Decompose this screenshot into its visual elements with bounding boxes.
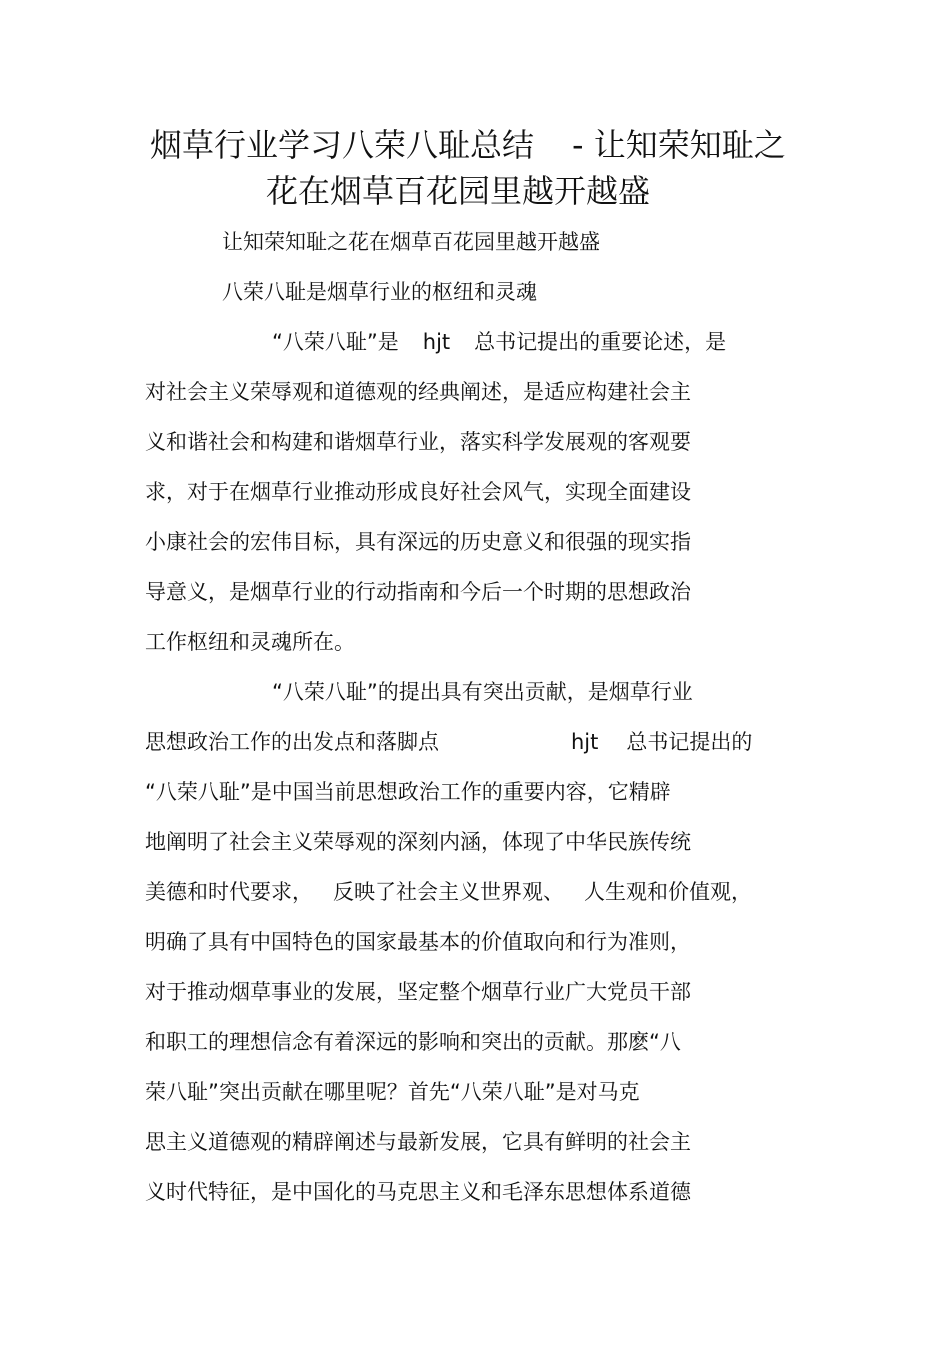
paragraph-2-line-11: 义时代特征，是中国化的马克思主义和毛泽东思想体系道德: [145, 1180, 691, 1204]
section-heading: 八荣八耻是烟草行业的枢纽和灵魂: [222, 280, 537, 304]
subtitle: 让知荣知耻之花在烟草百花园里越开越盛: [222, 230, 600, 254]
paragraph-2-line-10: 思主义道德观的精辟阐述与最新发展，它具有鲜明的社会主: [145, 1130, 691, 1154]
paragraph-2-line-1: “八荣八耻”的提出具有突出贡献，是烟草行业: [272, 680, 693, 704]
p1-text-a: “八荣八耻”是: [272, 330, 399, 354]
paragraph-2-line-5: [145, 877, 752, 907]
p2-text-e: 反映了社会主义世界观、: [333, 880, 564, 904]
paragraph-1-line-7: 工作枢纽和灵魂所在。: [145, 630, 355, 654]
title-text-part-1: 烟草行业学习八荣八耻总结: [150, 126, 535, 164]
paragraph-2-line-8: 和职工的理想信念有着深远的影响和突出的贡献。那麽“八: [145, 1030, 681, 1054]
paragraph-1-line-1: [272, 327, 726, 357]
title-text-part-2: - 让知荣知耻之: [572, 126, 786, 164]
p2-text-a: 思想政治工作的出发点和落脚点: [145, 730, 439, 754]
paragraph-1-line-4: 求，对于在烟草行业推动形成良好社会风气，实现全面建设: [145, 480, 691, 504]
p2-text-f: 人生观和价值观，: [584, 880, 752, 904]
paragraph-2-line-9: 荣八耻”突出贡献在哪里呢？首先“八荣八耻”是对马克: [145, 1080, 640, 1104]
p1-text-b: hjt: [422, 330, 451, 354]
p2-text-c: 总书记提出的: [626, 730, 753, 754]
p2-text-d: 美德和时代要求，: [145, 880, 313, 904]
paragraph-2-line-6: 明确了具有中国特色的国家最基本的价值取向和行为准则，: [145, 930, 691, 954]
paragraph-2-line-4: 地阐明了社会主义荣辱观的深刻内涵，体现了中华民族传统: [145, 830, 691, 854]
paragraph-1-line-6: 导意义，是烟草行业的行动指南和今后一个时期的思想政治: [145, 580, 691, 604]
paragraph-2-line-7: 对于推动烟草事业的发展，坚定整个烟草行业广大党员干部: [145, 980, 691, 1004]
paragraph-1-line-5: 小康社会的宏伟目标，具有深远的历史意义和很强的现实指: [145, 530, 691, 554]
p2-text-b: hjt: [571, 730, 599, 754]
paragraph-2-line-3: “八荣八耻”是中国当前思想政治工作的重要内容，它精辟: [145, 780, 671, 804]
document-title-line-2: 花在烟草百花园里越开越盛: [266, 172, 651, 210]
paragraph-1-line-2: 对社会主义荣辱观和道德观的经典阐述，是适应构建社会主: [145, 380, 691, 404]
paragraph-2-line-2: [145, 727, 752, 757]
document-title-line-1: [150, 125, 786, 165]
p1-text-c: 总书记提出的重要论述，是: [474, 330, 727, 354]
paragraph-1-line-3: 义和谐社会和构建和谐烟草行业，落实科学发展观的客观要: [145, 430, 691, 454]
